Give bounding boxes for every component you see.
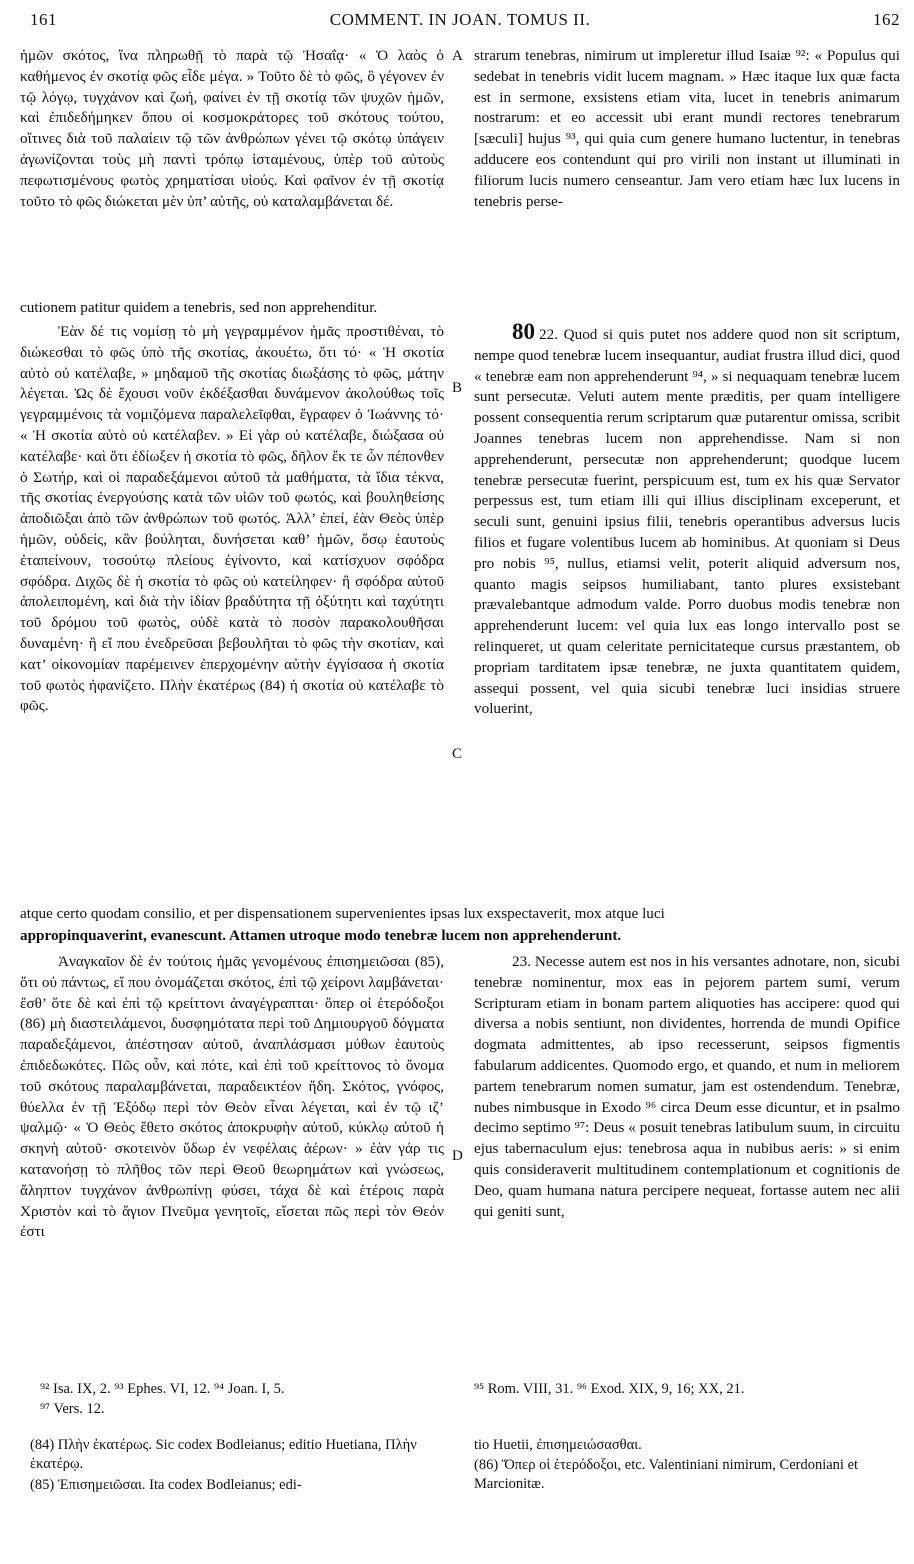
greek-paragraph: ἡμῶν σκότος, ἵνα πληρωθῇ τὸ παρὰ τῷ Ἠσαΐᾳ· « Ὁ λαὸς ὁ καθήμενος ἐν σκοτίᾳ φῶς εἶδε μέγα. » Τοῦτο δὲ τὸ φῶς, ὃ γέγονεν ἐν τῷ λόγῳ, τυγχάνον καὶ ζωή, φαίνει ἐν τῇ σκοτίᾳ τῶν ψυχῶν ἡμῶν, καὶ ἐπιδεδήμηκεν ὅπου οἱ κοσμοκράτορες τοῦ σκότους τούτου, οἵτινες διὰ τοῦ παλαίειν τῷ τῶν ἀνθρώπων γένει τῷ σκότῳ ὑπάγειν ἀγωνίζονται τοὺς μὴ παντὶ τρόπῳ ἱσταμένους, ὑπὲρ τοῦ αὐτοὺς πεφωτισμένους φωτὸς χρηματίσαι υἱούς. Καὶ φαῖνον ἐν τῇ σκοτίᾳ τοῦτο τὸ φῶς διώκεται μὲν ὑπ’ αὐτῆς, οὐ καταλαμβάνεται δέ. [20, 47, 444, 210]
latin-paragraph: 23. Necesse autem est nos in his versantes adnotare, non, sicubi tenebræ nominentur, mox eas in pejorem partem sumi, verum Scripturam etiam in bonam partem aliquoties has accipere: quod qui diversa a nobis sentiunt, non dividentes, horrenda de mundi Opifice dogmata admittentes, ab ipso recesserunt, seipsos figmentis fabularum addicentes. Quomodo ergo, et quando, et num in meliorem partem tenebrarum nomen sumatur, jam est ostendendum. Tenebræ, nubes nimbusque in Exodo ⁹⁶ circa Deum esse dicuntur, et in psalmo decimo septimo ⁹⁷: Deus « posuit tenebras latibulum suum, in circuitu ejus tabernaculum ejus: tenebrosa aqua in nubibus aeris: » si enim quis consideraverit multitudinem contemplationum et cognitionis de Deo, quam humana natura percipere nequeat, fortasse autem nec alii qui geniti sunt, [474, 953, 900, 1220]
footnote-86: (86) Ὅπερ οἱ ἑτερόδοξοι, etc. Valentiniani nimirum, Cerdoniani et Marcionitæ. [474, 1457, 859, 1492]
footnote-85-cont: tio Huetii, ἐπισημειώσασθαι. [474, 1437, 642, 1453]
latin-column-1 [474, 46, 900, 212]
margin-marker-b: B [452, 380, 463, 396]
greek-paragraph: Ἀναγκαῖον δὲ ἐν τούτοις ἡμᾶς γενομένους ἐπισημειῶσαι (85), ὅτι οὐ πάντως, εἴ που ὀνομάζεται σκότος, ἐπὶ τῷ χείρονι λαμβάνεται· ἔσθ’ ὅτε δὲ καὶ ἐπὶ τῷ κρείττονι ἀναγέγραπται· ὅπερ οἱ ἑτερόδοξοι (86) μὴ διαστειλάμενοι, δυσφημότατα περὶ τοῦ Δημιουργοῦ δόγματα παραδεξάμενοι, ἀπέστησαν αὐτοῦ, ἀναπλάσμασι μύθων ἑαυτοὺς ἐπιδεδωκότες. Πῶς οὖν, καὶ πότε, καὶ ἐπὶ τοῦ κρείττονος τὸ ὄνομα τοῦ σκότους παραλαμβάνεται, παραδεικτέον ἤδη. Σκότος, γνόφος, θύελλα ἐν τῇ Ἐξόδῳ περὶ τὸν Θεὸν εἶναι λέγεται, καὶ ἐν τῷ ιζ’ ψαλμῷ· « Ὁ Θεὸς ἔθετο σκότος ἀποκρυφὴν αὐτοῦ, κύκλῳ αὐτοῦ ἡ σκηνὴ αὐτοῦ· σκοτεινὸν ὕδωρ ἐν νεφέλαις ἀέρων· » ἐὰν γάρ τις κατανοήσῃ τὸ πλῆθος τῶν περὶ Θεοῦ θεωρημάτων καὶ γνώσεως, ἄληπτον τυγχάνον ἀνθρωπίνῃ φύσει, τάχα δὲ καὶ ἑτέροις παρὰ Χριστὸν καὶ τὸ ἅγιον Πνεῦμα γενητοῖς, εἴσεται πῶς περὶ τὸν Θεόν ἐστι [20, 953, 444, 1241]
full-width-line: cutionem patitur quidem a tenebris, sed non apprehenditur. [20, 299, 378, 316]
page-number-right: 162 [873, 10, 900, 29]
margin-marker-c: C [452, 746, 463, 762]
full-width-line: atque certo quodam consilio, et per dispensationem supervenientes ipsas lux exspectaverit, mox atque luci [20, 905, 665, 922]
running-title: COMMENT. IN JOAN. TOMUS II. [329, 10, 591, 29]
latin-column-3 [474, 952, 900, 1222]
margin-marker-a: A [452, 48, 463, 64]
footnote-refs-left-2: ⁹⁷ Vers. 12. [40, 1401, 105, 1417]
latin-paragraph: strarum tenebras, nimirum ut impleretur illud Isaiæ ⁹²: « Populus qui sedebat in tenebris vidit lucem magnam. » Hæc itaque lux quæ facta est in sermone, exsistens etiam vita, lucet in tenebris animarum nostrarum: et eo accessit ubi erant mundi rectores tenebrarum [sæculi] hujus ⁹³, qui quia cum genere humano luctentur, in tenebras adducere eos contendunt qui pro virili non instant ut illuminati in filiorum lucis numero censeantur. Jam vero etiam hæc lux lucens in tenebris perse- [474, 47, 900, 210]
greek-column-2 [20, 322, 444, 717]
latin-paragraph: 22. Quod si quis putet nos addere quod non sit scriptum, nempe quod tenebræ lucem insequantur, audiat frustra illud dici, quod « tenebræ eam non apprehenderunt ⁹⁴, » si nequaquam tenebræ lucem sunt persecutæ. Veluti autem mente præditis, per quam intelligere possent consequentia rerum scriptarum quæ putarentur omissa, scribit Joannes tenebras lucem non apprehendisse. Nam si non apprehenderunt, persecutæ non apprehenderunt; quodque lucem tenebræ persecutæ fuerint, perspicuum est, tum ex his quæ Servator perpessus est, tum etiam illi qui illius disciplinam exceperunt, et seculi sunt, genuini ipsius filii, tenebris operantibus adversus lucis filios et fugare volentibus lucem ab hominibus. At quoniam si Deus pro nobis ⁹⁵, nullus, etiamsi velit, poterit aliquid adversum nos, quanto magis seipsos humiliabant, tanto plures exsistebant prævalebantque admodum valde. Porro duobus modis tenebræ non apprehenderunt lucem: vel quia lux eas longo intervallo post se relinqueret, ut quam celeritate pernicitateque cursus præstantem, ob propriam tarditatem ipsæ tenebræ, ne juxta quantitatem quidem, assequi possent, vel quia sicubi tenebræ luci insidias struere voluerint, [474, 326, 900, 718]
footnote-refs-left: ⁹² Isa. IX, 2. ⁹³ Ephes. VI, 12. ⁹⁴ Joan. I, 5. [40, 1381, 285, 1397]
greek-paragraph: Ἐὰν δέ τις νομίσῃ τὸ μὴ γεγραμμένον ἡμᾶς προστιθέναι, τὸ διώκεσθαι τὸ φῶς ὑπὸ τῆς σκοτίας, ἀκουέτω, ὅτι τό· « Ἡ σκοτία αὐτὸ οὐ κατέλαβε, » μηδαμοῦ τῆς σκοτίας διωξάσης τὸ φῶς, μάτην λέγεται. Ὡς δὲ ἔχουσι νοῦν ἐκδέξασθαι δυνάμενον ἀκολούθως τοῖς γεγραμμένοις τὰ νομιζόμενα παραλελεῖφθαι, ἔγραφεν ὁ Ἰωάννης τό· « Ἡ σκοτία αὐτὸ οὐ κατέλαβεν. » Εἰ γὰρ οὐ κατέλαβε, διώξασα οὐ κατέλαβε· καὶ ὅτι ἐδίωξεν ἡ σκοτία τὸ φῶς, δῆλον ἔκ τε ὧν πέπονθεν ὁ Σωτήρ, καὶ οἱ παραδεξάμενοι αὐτοῦ τὰ μαθήματα, τὰ ἴδια τέκνα, τῆς σκοτίας ἐνεργούσης κατὰ τῶν υἱῶν τοῦ φωτός, καὶ βουληθείσης ἀποδιῶξαι ἀπὸ τῶν ἀνθρώπων τοῦ φωτός. Ἀλλ’ ἐπεί, ἐὰν Θεὸς ὑπὲρ ἡμῶν, οὐδείς, κἂν βούληται, δυνήσεται καθ’ ἡμῶν, ὅσῳ ἑαυτοὺς ἐταπείνουν, τοσούτῳ πλείους ἐγίνοντο, καὶ κατίσχυον σφόδρα σφόδρα. Διχῶς δὲ ἡ σκοτία τὸ φῶς οὐ κατείληφεν· ἢ σφόδρα αὐτοῦ ἀπολειπομένη, καὶ διὰ τὴν ἰδίαν βραδύτητα τῇ ὀξύτητι καὶ ταχύτητι τοῦ δρόμου τοῦ φωτὸς, οὐδὲ κατὰ τὸ ποσὸν παρακολουθῆσαι δυναμένη· ἢ εἴ που ἐνεδρεῦσαι βεβουλῆται τὸ φῶς τὴν σκοτίαν, καὶ κατ’ οἰκονομίαν παρέμεινεν ἐπερχομένην αὐτὴν ἐγγίσασα ἡ σκοτία τοῦ φωτὸς ἠφανίζετο. Πλὴν ἑκατέρως (84) ἡ σκοτία οὐ κατέλαβε τὸ φῶς. [20, 323, 444, 715]
latin-column-2 [474, 319, 900, 720]
column-number: 80 [512, 319, 535, 344]
running-header [20, 10, 900, 36]
greek-column-3 [20, 952, 444, 1243]
margin-marker-d: D [452, 1148, 463, 1164]
footnote-refs-right: ⁹⁵ Rom. VIII, 31. ⁹⁶ Exod. XIX, 9, 16; XX, 21. [474, 1381, 745, 1397]
footnote-85: (85) Ἐπισημειῶσαι. Ita codex Bodleianus; edi- [30, 1477, 302, 1493]
greek-column-1 [20, 46, 444, 212]
full-width-line: appropinquaverint, evanescunt. Attamen utroque modo tenebræ lucem non apprehenderunt. [20, 927, 622, 944]
page-number-left: 161 [30, 10, 57, 29]
footnote-84: (84) Πλὴν ἑκατέρως. Sic codex Bodleianus; editio Huetiana, Πλὴν ἑκατέρῳ. [30, 1437, 417, 1472]
